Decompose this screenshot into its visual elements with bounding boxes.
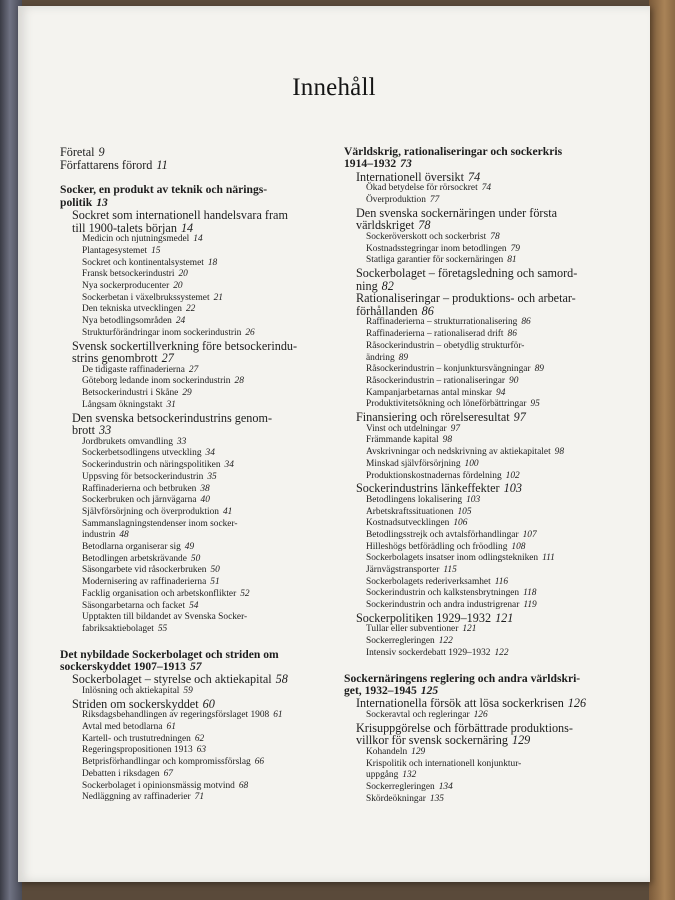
toc-entry-title: Sockerregleringen [366, 636, 435, 647]
toc-entry [344, 411, 608, 424]
toc-entry [60, 269, 324, 281]
toc-entry-title: Debatten i riksdagen [82, 768, 160, 779]
toc-page-number: 111 [542, 553, 555, 564]
toc-page-number: 122 [438, 636, 453, 647]
toc-entry [344, 697, 608, 710]
toc-entry-title: Sockerbolaget – styrelse och aktiekapital [72, 672, 272, 687]
toc-page-number: 100 [464, 458, 479, 469]
toc-entry [60, 589, 324, 601]
toc-entry [344, 530, 608, 542]
toc-entry-title: Råsockerindustrin – konjunktursvängningar [366, 364, 531, 375]
toc-entry-title: Sockerindustrin och kalkstensbrytningen [366, 588, 520, 599]
toc-entry-title: De tidigaste raffinaderierna [82, 364, 185, 375]
toc-entry [344, 542, 608, 554]
toc-entry [344, 747, 608, 759]
toc-entry [60, 424, 324, 437]
toc-page-number: 116 [494, 576, 509, 587]
toc-entry-title: Självförsörjning och överproduktion [82, 506, 219, 517]
toc-entry [344, 782, 608, 794]
toc-entry-title: Finansiering och rörelseresultat [356, 410, 510, 425]
toc-entry-title: Kampanjarbetarnas antal minskar [366, 387, 492, 398]
toc-entry [60, 281, 324, 293]
toc-entry-title: uppgång [366, 770, 399, 781]
toc-entry [344, 341, 608, 353]
toc-entry-title: Svensk sockertillverkning före betsockerindu- [72, 338, 298, 353]
toc-page-number: 38 [200, 483, 210, 494]
toc-page-number: 15 [151, 245, 161, 256]
toc-page-number: 81 [507, 255, 517, 266]
toc-entry-title: Sockret och kontinentalsystemet [82, 257, 204, 268]
toc-entry [344, 770, 608, 782]
toc-entry-title: Kostnadsstegringar inom betodlingen [366, 243, 507, 254]
toc-page-number: 90 [509, 376, 519, 386]
table-surface [649, 0, 675, 900]
toc-entry-title: Socker, en produkt av teknik och närings- [60, 183, 268, 197]
toc-entry-title: Författarens förord [60, 157, 153, 172]
toc-column-right [344, 146, 608, 805]
toc-entry-title: världskriget [356, 218, 415, 233]
toc-entry-title: Striden om sockerskyddet [72, 696, 199, 711]
toc-entry-title: villkor för svensk sockernäring [356, 733, 508, 748]
toc-page-number: 121 [495, 610, 514, 625]
toc-page-number: 24 [175, 316, 186, 327]
toc-page-number: 60 [202, 696, 215, 711]
toc-entry [60, 673, 324, 686]
toc-entry-title: Produktionskostnadernas fördelning [366, 470, 502, 481]
toc-page-number: 20 [173, 281, 183, 291]
toc-page-number: 9 [98, 145, 105, 159]
toc-page-number: 13 [96, 195, 108, 209]
toc-entry [60, 624, 324, 636]
toc-entry-title: Sockerpolitiken 1929–1932 [356, 610, 492, 625]
toc-entry [344, 267, 608, 280]
toc-entry-title: Den svenska sockernäringen under första [356, 205, 558, 220]
toc-entry-title: Betsockerindustri i Skåne [82, 388, 179, 399]
toc-entry-title: Rationaliseringar – produktions- och arbetar- [356, 291, 576, 306]
toc-page-number: 102 [505, 470, 520, 481]
toc-entry-title: Modernisering av raffinaderierna [82, 577, 207, 588]
toc-entry-title: Sockerbetsodlingens utveckling [82, 448, 202, 459]
toc-page-number: 86 [507, 329, 517, 340]
toc-page-number: 55 [157, 623, 168, 634]
toc-entry-title: Skördeökningar [366, 793, 426, 804]
toc-entry [60, 710, 324, 722]
toc-entry [344, 507, 608, 519]
toc-page-number: 41 [222, 506, 233, 517]
toc-entry-title: Sockeravtal och regleringar [366, 709, 470, 720]
toc-entry [344, 364, 608, 376]
toc-entry [60, 734, 324, 746]
toc-entry-title: Råsockerindustrin – obetydlig strukturför- [366, 340, 525, 351]
toc-page-number: 34 [224, 460, 234, 471]
toc-entry-title: Sockernäringens reglering och andra världskri- [344, 671, 581, 685]
toc-entry-title: Riksdagsbehandlingen av regeringsförslaget 1908 [82, 710, 270, 721]
toc-page-number: 35 [207, 471, 217, 482]
toc-entry-title: Kohandeln [366, 746, 408, 757]
toc-entry-title: Betodlingsstrejk och avtalsförhandlingar [366, 529, 519, 540]
toc-entry-title: strins genombrott [72, 351, 158, 366]
toc-entry [60, 448, 324, 460]
toc-entry [60, 698, 324, 711]
toc-entry-title: Sockerregleringen [366, 781, 435, 792]
toc-entry [60, 769, 324, 781]
page-title: Innehåll [292, 74, 376, 101]
toc-page-number: 27 [161, 351, 174, 366]
toc-entry [60, 437, 324, 449]
toc-entry [60, 565, 324, 577]
toc-entry [60, 495, 324, 507]
toc-entry [60, 472, 324, 484]
toc-entry [344, 553, 608, 565]
toc-page-number: 107 [522, 529, 537, 540]
toc-entry-title: Sockerbolaget – företagsledning och samord- [356, 266, 578, 281]
toc-entry-title: Krispolitik och internationell konjunktur- [366, 758, 522, 769]
toc-page-number: 121 [462, 624, 477, 635]
toc-entry-title: Säsongarbete vid råsockerbruken [82, 565, 207, 576]
toc-entry [344, 612, 608, 625]
toc-entry-title: Plantagesystemet [82, 245, 148, 256]
toc-entry-title: Hilleshögs betförädling och fröodling [366, 541, 508, 552]
toc-entry-title: Göteborg ledande inom sockerindustrin [82, 376, 231, 387]
toc-page-number: 61 [273, 710, 283, 721]
toc-entry-title: Kartell- och trustutredningen [82, 733, 191, 744]
toc-page-number: 94 [496, 387, 506, 398]
toc-page-number: 66 [254, 757, 265, 768]
toc-page-number: 122 [494, 647, 509, 658]
toc-page-number: 86 [421, 303, 434, 318]
toc-entry-title: Nya betodlingsområden [82, 316, 172, 327]
toc-page-number: 57 [189, 660, 202, 674]
toc-entry [60, 542, 324, 554]
toc-page-number: 73 [400, 157, 412, 171]
toc-entry-title: Betprisförhandlingar och kompromissförslag [82, 757, 251, 768]
toc-entry-title: Betodlarna organiserar sig [82, 542, 181, 553]
toc-page-number: 11 [156, 157, 168, 172]
toc-page-number: 20 [178, 269, 188, 280]
toc-entry [344, 759, 608, 771]
toc-entry-title: Sockerbetan i växelbrukssystemet [82, 292, 210, 303]
toc-entry-title: Intensiv sockerdebatt 1929–1932 [366, 647, 491, 658]
toc-entry [344, 577, 608, 589]
toc-entry [344, 317, 608, 329]
toc-page-number: 103 [466, 494, 481, 505]
toc-entry [344, 565, 608, 577]
toc-entry-title: Raffinaderierna och betbruken [82, 483, 197, 494]
toc-entry-title: förhållanden [356, 303, 418, 318]
toc-entry [60, 577, 324, 589]
toc-entry [60, 376, 324, 388]
toc-entry-title: Sockeröverskott och sockerbrist [366, 232, 487, 242]
toc-page-number: 135 [429, 793, 444, 804]
toc-entry-title: Kostnadsutvecklingen [366, 518, 450, 529]
toc-page-number: 33 [176, 436, 187, 447]
toc-entry [60, 460, 324, 472]
toc-page-number: 61 [166, 722, 176, 733]
toc-page-number: 50 [190, 553, 201, 564]
toc-entry [60, 222, 324, 235]
toc-page-number: 98 [554, 447, 565, 458]
toc-entry-title: Regeringspropositionen 1913 [82, 745, 193, 756]
toc-entry [60, 258, 324, 270]
toc-page-number: 40 [200, 495, 210, 506]
toc-entry-title: Uppsving för betsockerindustrin [82, 471, 204, 482]
toc-page-number: 28 [234, 376, 244, 387]
toc-entry [60, 792, 324, 804]
toc-entry [344, 353, 608, 365]
toc-entry-title: Avtal med betodlarna [82, 722, 163, 733]
toc-entry-title: Råsockerindustrin – rationaliseringar [366, 376, 506, 386]
toc-entry-title: Medicin och njutningsmedel [82, 234, 190, 245]
toc-page-number: 97 [450, 423, 461, 434]
toc-entry [60, 184, 324, 196]
toc-page-number: 78 [418, 218, 431, 233]
toc-entry [344, 171, 608, 184]
toc-entry-title: Sockerbruken och järnvägarna [82, 495, 197, 506]
toc-page-number: 33 [99, 423, 112, 438]
toc-page-number: 31 [166, 399, 176, 410]
toc-entry-title: Världskrig, rationaliseringar och sockerkris [344, 145, 563, 158]
toc-entry-title: Sockret som internationell handelsvara fram [72, 208, 288, 222]
toc-entry-title: Minskad självförsörjning [366, 458, 461, 469]
toc-entry-title: Statliga garantier för sockernäringen [366, 255, 504, 266]
toc-entry [60, 484, 324, 496]
toc-entry [344, 636, 608, 648]
toc-entry-title: Fransk betsockerindustri [82, 269, 175, 280]
toc-entry-title: Sockerindustrin och näringspolitiken [82, 460, 221, 471]
toc-page-number: 134 [438, 781, 453, 792]
toc-entry-title: Krisuppgörelse och förbättrade produktions- [356, 720, 573, 735]
toc-entry-title: Nya sockerproducenter [82, 281, 170, 291]
toc-page-number: 129 [511, 733, 531, 748]
toc-entry [60, 388, 324, 400]
toc-entry-title: Säsongarbetarna och facket [82, 600, 186, 611]
toc-page-number: 77 [429, 195, 440, 206]
toc-page-number: 27 [188, 364, 199, 375]
toc-entry [60, 304, 324, 316]
toc-entry-title: Den tekniska utvecklingen [82, 304, 182, 315]
toc-entry [344, 459, 608, 471]
toc-page-number: 62 [194, 733, 205, 744]
toc-page-number: 126 [567, 696, 587, 711]
toc-page-number: 22 [185, 304, 196, 315]
toc-entry [60, 519, 324, 531]
toc-entry-title: brott [72, 423, 96, 438]
toc-entry-title: Upptakten till bildandet av Svenska Socker- [82, 612, 248, 623]
toc-entry-title: Internationella försök att lösa sockerkrisen [356, 696, 564, 711]
toc-entry [60, 246, 324, 258]
toc-page-number: 54 [189, 600, 199, 611]
toc-entry [344, 495, 608, 507]
toc-entry-title: Produktivitetsökning och löneförbättringar [366, 399, 527, 410]
toc-entry-title: Raffinaderierna – strukturrationalisering [366, 317, 518, 328]
toc-entry [344, 232, 608, 244]
toc-entry [60, 316, 324, 328]
toc-entry [60, 293, 324, 305]
toc-entry-title: Raffinaderierna – rationaliserad drift [366, 329, 504, 340]
toc-entry-title: Sockerindustrins länkeffekter [356, 481, 500, 496]
toc-entry-title: Strukturförändringar inom sockerindustrin [82, 327, 242, 338]
toc-entry-title: Sockerindustrin och andra industrigrenar [366, 600, 520, 611]
toc-entry-title: till 1900-talets början [72, 220, 177, 235]
toc-page-number: 18 [207, 257, 218, 268]
toc-page-number: 74 [467, 169, 481, 184]
toc-entry-title: Främmande kapital [366, 435, 439, 446]
toc-page-number: 52 [240, 588, 250, 599]
toc-entry [344, 183, 608, 195]
toc-entry-title: Ökad betydelse för rörsockret [366, 183, 478, 194]
toc-entry [60, 722, 324, 734]
toc-entry-title: get, 1932–1945 [344, 683, 417, 697]
toc-page-number: 14 [193, 234, 203, 245]
toc-entry-title: industrin [82, 530, 116, 541]
toc-entry [344, 648, 608, 660]
toc-entry [60, 757, 324, 769]
toc-page-number: 74 [481, 183, 492, 194]
toc-entry-title: Sammanslagningstendenser inom socker- [82, 518, 238, 529]
toc-entry [60, 159, 324, 172]
toc-page-number: 68 [238, 780, 249, 791]
toc-page-number: 119 [523, 600, 537, 611]
toc-page-number: 86 [521, 317, 531, 328]
toc-entry [344, 624, 608, 636]
toc-entry-title: ändring [366, 352, 395, 363]
toc-entry-title: Företal [60, 145, 95, 159]
toc-page-number: 71 [194, 792, 205, 803]
toc-entry-title: ning [356, 278, 378, 293]
toc-entry-title: Järnvägstransporter [366, 565, 440, 576]
toc-column-left [60, 146, 324, 804]
toc-page-number: 58 [275, 672, 288, 687]
toc-page-number: 89 [534, 364, 544, 375]
toc-entry-title: Överproduktion [366, 195, 426, 206]
toc-page-number: 98 [442, 435, 453, 446]
toc-page-number: 82 [381, 278, 394, 293]
toc-entry-title: Inlösning och aktiekapital [82, 686, 180, 697]
toc-entry-title: Sockerbolagets rederiverksamhet [366, 576, 491, 587]
toc-entry-title: fabriksaktiebolaget [82, 623, 154, 634]
toc-page-number: 14 [180, 220, 194, 235]
toc-entry [344, 734, 608, 747]
toc-entry [60, 365, 324, 377]
toc-page-number: 50 [210, 565, 220, 576]
toc-page-number: 106 [453, 518, 468, 529]
toc-page-number: 26 [245, 327, 255, 338]
toc-entry-title: Avskrivningar och nedskrivning av aktiekapitalet [366, 447, 551, 458]
toc-entry-title: Det nybildade Sockerbolaget och striden om [60, 647, 279, 661]
toc-entry-title: Betodlingen arbetskrävande [82, 553, 187, 564]
toc-page-number: 63 [196, 745, 207, 756]
toc-entry [60, 352, 324, 365]
toc-entry [344, 388, 608, 400]
toc-entry-title: Internationell översikt [356, 169, 464, 184]
toc-entry [344, 244, 608, 256]
toc-page-number: 132 [402, 770, 417, 781]
toc-page-number: 95 [530, 399, 540, 410]
toc-page-number: 105 [457, 506, 472, 517]
toc-page-number: 79 [510, 243, 520, 254]
toc-entry [344, 794, 608, 806]
toc-page-number: 34 [205, 448, 215, 459]
toc-page-number: 103 [503, 481, 522, 496]
toc-entry-title: politik [60, 195, 93, 209]
toc-entry [344, 435, 608, 447]
toc-entry [344, 447, 608, 459]
toc-entry [344, 219, 608, 232]
toc-entry-title: Betodlingens lokalisering [366, 494, 463, 505]
toc-page-number: 89 [398, 352, 409, 363]
toc-page-number: 126 [473, 709, 488, 720]
toc-entry [344, 329, 608, 341]
toc-page-number: 48 [119, 530, 129, 541]
toc-page-number: 67 [163, 768, 173, 779]
toc-entry [60, 781, 324, 793]
toc-page-number: 129 [411, 746, 426, 757]
toc-entry-title: Långsam ökningstakt [82, 399, 163, 410]
toc-entry-title: Nedläggning av raffinaderier [82, 792, 191, 803]
toc-entry [60, 507, 324, 519]
toc-entry-title: Jordbrukets omvandling [82, 436, 173, 447]
toc-entry [60, 745, 324, 757]
toc-entry-title: Sockerbolaget i opinionsmässig motvind [82, 780, 235, 791]
toc-page-number: 108 [511, 541, 526, 552]
toc-page-number: 125 [420, 683, 439, 697]
toc-entry-title: 1914–1932 [344, 157, 397, 171]
toc-entry [60, 234, 324, 246]
book-page [18, 6, 650, 882]
toc-page-number: 115 [443, 565, 457, 576]
toc-entry [344, 518, 608, 530]
toc-page-number: 51 [210, 577, 220, 588]
toc-entry [344, 305, 608, 318]
toc-page-number: 29 [182, 388, 192, 399]
toc-page-number: 118 [523, 588, 537, 599]
toc-entry-title: Facklig organisation och arbetskonflikter [82, 588, 237, 599]
toc-entry [344, 588, 608, 600]
toc-entry-title: Sockerbolagets insatser inom odlingstekniken [366, 553, 539, 564]
toc-entry [344, 424, 608, 436]
toc-entry-title: Tullar eller subventioner [366, 624, 459, 635]
toc-page-number: 49 [184, 542, 195, 553]
toc-entry-title: sockerskyddet 1907–1913 [60, 660, 186, 674]
toc-entry [60, 530, 324, 542]
toc-page-number: 78 [490, 232, 500, 242]
toc-entry-title: Den svenska betsockerindustrins genom- [72, 410, 273, 425]
toc-entry [60, 554, 324, 566]
toc-entry-title: Arbetskraftssituationen [366, 506, 454, 517]
toc-page-number: 97 [513, 410, 526, 425]
toc-entry [344, 482, 608, 495]
toc-page-number: 59 [183, 686, 193, 697]
toc-entry-title: Vinst och utdelningar [366, 423, 447, 434]
toc-entry [60, 601, 324, 613]
toc-entry [60, 612, 324, 624]
toc-page-number: 21 [213, 292, 223, 303]
toc-entry [344, 376, 608, 388]
